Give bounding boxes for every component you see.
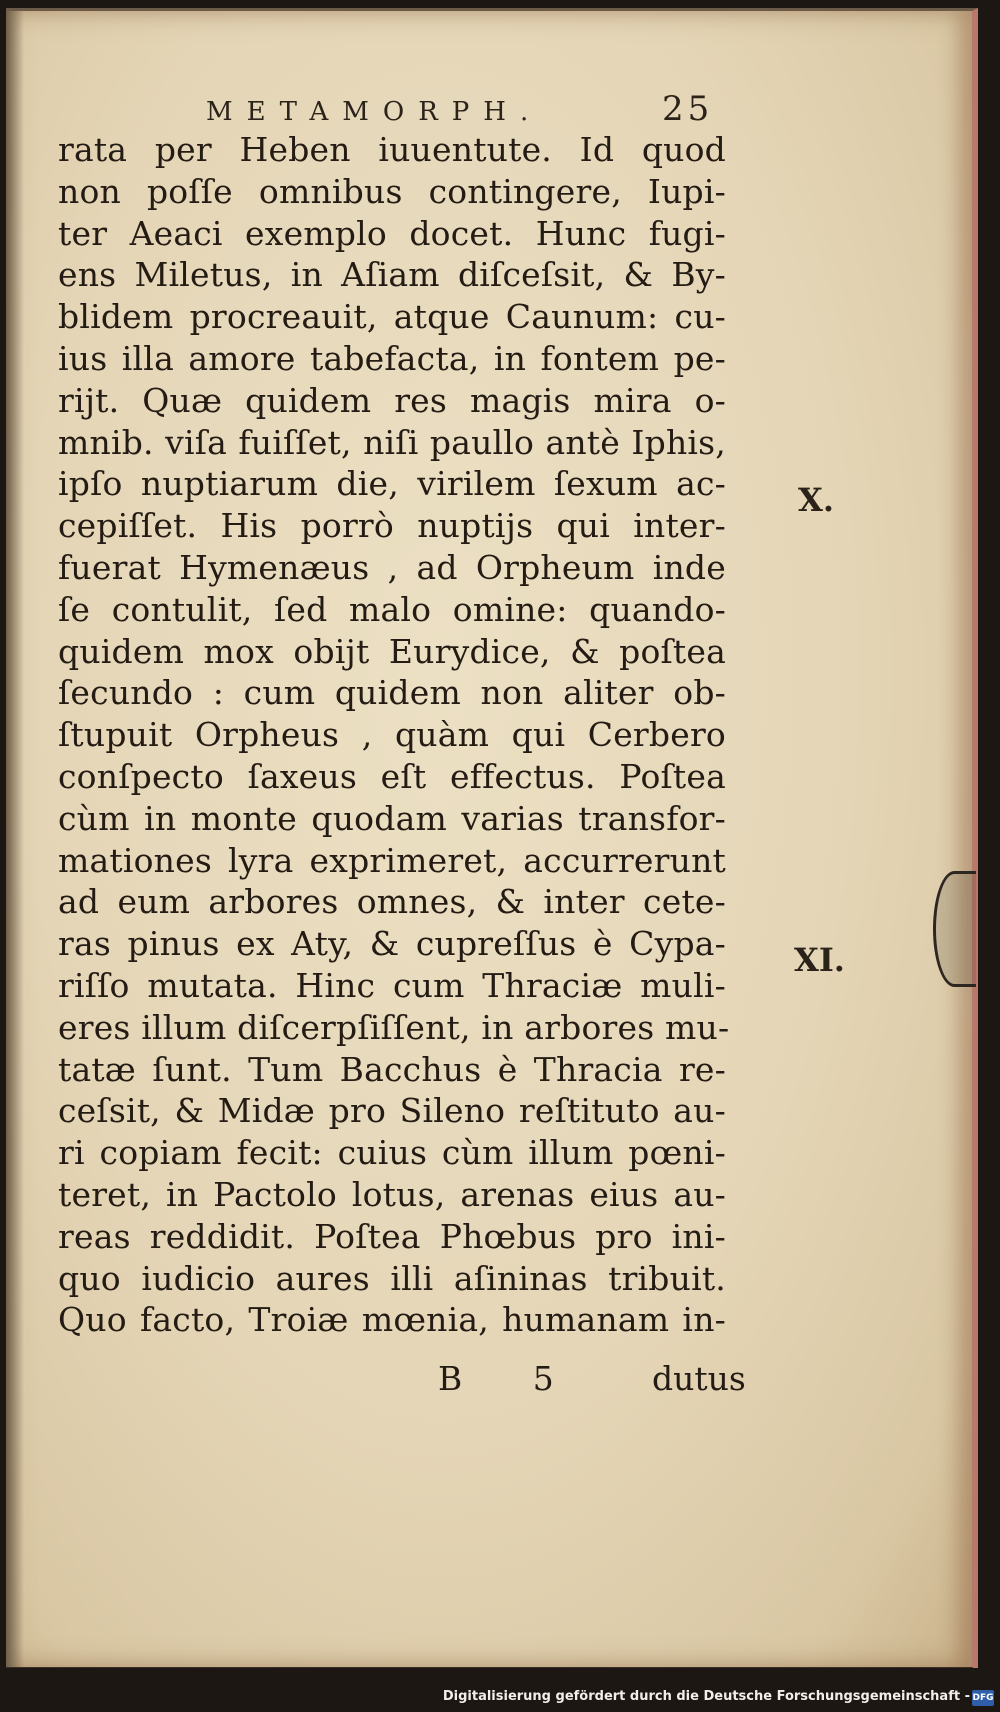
book-page: [6, 8, 978, 1671]
credit-strip: [0, 1668, 1000, 1712]
catchword: dutus: [652, 1359, 746, 1398]
text-line: ens Miletus, in Aſiam diſceſsit, & By-: [58, 255, 726, 295]
running-head: METAMORPH.: [206, 97, 543, 127]
page-footer: [6, 1355, 972, 1405]
credit-text: Digitalisierung gefördert durch die Deutsche Forschungsgemeinschaft -: [442, 1689, 970, 1704]
text-line: ad eum arbores omnes, & inter cete-: [58, 882, 726, 922]
text-line: ipſo nuptiarum die, virilem ſexum ac-: [58, 464, 726, 504]
text-line: rijt. Quæ quidem res magis mira o-: [58, 380, 726, 420]
page-header: [6, 89, 972, 129]
text-line: ius illa amore tabefacta, in fontem pe-: [58, 338, 726, 378]
text-line: Quo facto, Troiæ mœnia, humanam in-: [58, 1300, 726, 1340]
page-edge-mark: [933, 871, 976, 987]
text-line: non poſſe omnibus contingere, Iupi-: [58, 171, 726, 211]
page-gutter: [6, 11, 24, 1667]
text-line: ras pinus ex Aty, & cupreſſus è Cypa-: [58, 924, 726, 964]
text-line: ceſsit, & Midæ pro Sileno reſtituto au-: [58, 1091, 726, 1131]
page-number: 25: [662, 89, 714, 129]
dfg-logo: DFG: [972, 1690, 994, 1706]
margin-note: XI.: [794, 941, 845, 979]
text-line: riſſo mutata. Hinc cum Thraciæ muli-: [58, 965, 726, 1005]
text-line: reas reddidit. Poſtea Phœbus pro ini-: [58, 1216, 726, 1256]
text-line: mnib. viſa fuiſſet, niſi paullo antè Iphis,: [58, 422, 726, 462]
text-line: quidem mox obijt Eurydice, & poſtea: [58, 631, 726, 671]
text-line: mationes lyra exprimeret, accurrerunt: [58, 840, 726, 880]
text-line: rata per Heben iuuentute. Id quod: [58, 130, 726, 169]
signature-mark: B 5: [438, 1359, 584, 1398]
text-line: cepiſſet. His porrò nuptijs qui inter-: [58, 506, 726, 546]
text-line: ri copiam fecit: cuius cùm illum pœni-: [58, 1133, 726, 1173]
text-line: ſe contulit, ſed malo omine: quando-: [58, 589, 726, 629]
text-line: teret, in Pactolo lotus, arenas eius au-: [58, 1174, 726, 1214]
text-line: ſtupuit Orpheus , quàm qui Cerbero: [58, 715, 726, 755]
text-line: quo iudicio aures illi aſininas tribuit.: [58, 1258, 726, 1298]
text-line: ter Aeaci exemplo docet. Hunc fugi-: [58, 213, 726, 253]
margin-note: X.: [798, 481, 834, 519]
text-line: conſpecto ſaxeus eſt effectus. Poſtea: [58, 756, 726, 796]
text-line: ſecundo : cum quidem non aliter ob-: [58, 673, 726, 713]
text-line: eres illum diſcerpſiſſent, in arbores mu-: [58, 1007, 730, 1047]
text-line: blidem procreauit, atque Caunum: cu-: [58, 297, 726, 337]
text-line: cùm in monte quodam varias transfor-: [58, 798, 726, 838]
text-line: fuerat Hymenæus , ad Orpheum inde: [58, 547, 726, 587]
body-text: [58, 129, 730, 1341]
text-line: tatæ ſunt. Tum Bacchus è Thracia re-: [58, 1049, 726, 1089]
